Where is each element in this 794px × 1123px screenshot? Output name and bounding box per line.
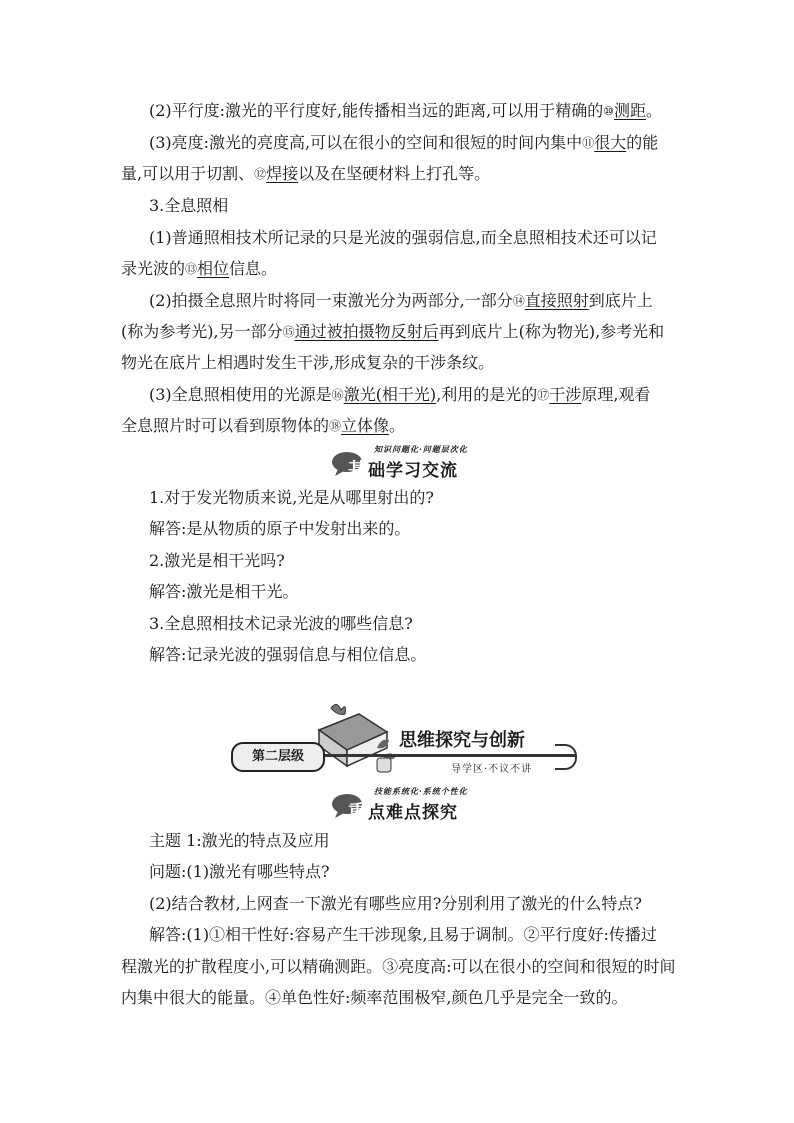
blank-number: ⑩ bbox=[603, 104, 614, 118]
answer-blank: 干涉 bbox=[549, 385, 582, 404]
level-title: 思维探究与创新 bbox=[399, 730, 525, 751]
text-segment: ,利用的是光的 bbox=[436, 385, 538, 404]
answer-1: 解答:是从物质的原子中发射出来的。 bbox=[149, 519, 411, 538]
banner-rule bbox=[315, 754, 575, 757]
answer-blank: 测距 bbox=[614, 101, 647, 120]
blank-number: ⑬ bbox=[185, 262, 198, 276]
text-segment: 的能 bbox=[626, 133, 659, 152]
text-segment: 量,可以用于切割、 bbox=[121, 164, 255, 183]
holography-heading: 3.全息照相 bbox=[149, 196, 229, 215]
holo-1-line-1: (1)普通照相技术所记录的只是光波的强弱信息,而全息照相技术还可以记 bbox=[149, 228, 657, 247]
text-segment: 以及在坚硬材料上打孔等。 bbox=[298, 164, 491, 183]
basic-learning-banner bbox=[330, 444, 490, 484]
answer-blank: 激光(相干光) bbox=[343, 385, 437, 404]
banner-title-rest: 础学习交流 bbox=[368, 461, 459, 481]
brightness-line-1 bbox=[149, 131, 658, 155]
answer-blank: 直接照射 bbox=[524, 291, 589, 310]
banner-title-first-char: 基 bbox=[348, 459, 369, 481]
question-1: 1.对于发光物质来说,光是从哪里射出的? bbox=[149, 488, 434, 507]
blank-number: ⑪ bbox=[582, 136, 595, 150]
answer-blank: 相位 bbox=[197, 259, 230, 278]
holo-3-line-2 bbox=[121, 414, 405, 438]
answer-2: 解答:激光是相干光。 bbox=[149, 582, 299, 601]
banner-subtitle: 知识问题化·问题层次化 bbox=[374, 444, 468, 454]
holo-2-line-1 bbox=[149, 289, 653, 313]
brightness-line-2 bbox=[121, 162, 490, 186]
answer-blank: 焊接 bbox=[266, 164, 299, 183]
text-segment: (3)亮度:激光的亮度高,可以在很小的空间和很短的时间内集中 bbox=[149, 133, 583, 152]
key-difficulty-banner bbox=[330, 786, 490, 826]
parallelism-line bbox=[149, 99, 662, 123]
topic-title: 主题 1:激光的特点及应用 bbox=[149, 831, 330, 850]
question-3: 3.全息照相技术记录光波的哪些信息? bbox=[149, 614, 413, 633]
topic-question-2: (2)结合教材,上网查一下激光有哪些应用?分别利用了激光的什么特点? bbox=[149, 894, 642, 913]
holo-2-line-3: 物光在底片上相遇时发生干涉,形成复杂的干涉条纹。 bbox=[121, 353, 495, 372]
question-2: 2.激光是相干光吗? bbox=[149, 551, 285, 570]
answer-blank: 很大 bbox=[594, 133, 627, 152]
topic-question-1: 问题:(1)激光有哪些特点? bbox=[149, 862, 330, 881]
blank-number: ⑰ bbox=[537, 388, 550, 402]
level-two-banner bbox=[225, 700, 575, 780]
banner-subtitle: 技能系统化·系统个性化 bbox=[374, 786, 468, 796]
topic-answer-line-2: 程激光的扩散程度小,可以精确测距。③亮度高:可以在很小的空间和很短的时间 bbox=[121, 957, 676, 976]
banner-title bbox=[348, 797, 458, 824]
text-segment: 全息照片时可以看到原物体的 bbox=[121, 416, 330, 435]
topic-answer-line-1: 解答:(1)①相干性好:容易产生干涉现象,且易于调制。②平行度好:传播过 bbox=[149, 925, 657, 944]
text-segment: 到底片上 bbox=[588, 291, 653, 310]
blank-number: ⑭ bbox=[512, 294, 525, 308]
topic-answer-line-3: 内集中很大的能量。④单色性好:频率范围极窄,颜色几乎是完全一致的。 bbox=[121, 988, 628, 1007]
banner-title bbox=[348, 455, 458, 482]
answer-3: 解答:记录光波的强弱信息与相位信息。 bbox=[149, 645, 427, 664]
text-segment: 信息。 bbox=[229, 259, 278, 278]
text-segment: (2)平行度:激光的平行度好,能传播相当远的距离,可以用于精确的 bbox=[149, 101, 604, 120]
banner-title-first-char: 重 bbox=[348, 801, 369, 823]
answer-blank: 立体像 bbox=[341, 416, 390, 435]
blank-number: ⑮ bbox=[282, 325, 295, 339]
holo-2-line-2 bbox=[121, 320, 664, 344]
text-segment: 。 bbox=[389, 416, 406, 435]
banner-title-rest: 点难点探究 bbox=[368, 803, 459, 823]
text-segment: 再到底片上(称为物光),参考光和 bbox=[438, 322, 665, 341]
text-segment: (2)拍摄全息照片时将同一束激光分为两部分,一部分 bbox=[149, 291, 513, 310]
level-tag: 第二层级 bbox=[231, 742, 325, 772]
banner-end-cap bbox=[555, 744, 577, 770]
text-segment: 录光波的 bbox=[121, 259, 186, 278]
blank-number: ⑫ bbox=[254, 167, 267, 181]
holo-1-line-2 bbox=[121, 257, 277, 281]
blank-number: ⑯ bbox=[331, 388, 344, 402]
level-subtitle: 导学区·不议不讲 bbox=[451, 764, 533, 775]
text-segment: 原理,观看 bbox=[581, 385, 651, 404]
text-segment: (称为参考光),另一部分 bbox=[121, 322, 283, 341]
holo-3-line-1 bbox=[149, 383, 650, 407]
text-segment: 。 bbox=[646, 101, 663, 120]
blank-number: ⑱ bbox=[329, 419, 342, 433]
text-segment: (3)全息照相使用的光源是 bbox=[149, 385, 332, 404]
answer-blank: 通过被拍摄物反射后 bbox=[294, 322, 439, 341]
